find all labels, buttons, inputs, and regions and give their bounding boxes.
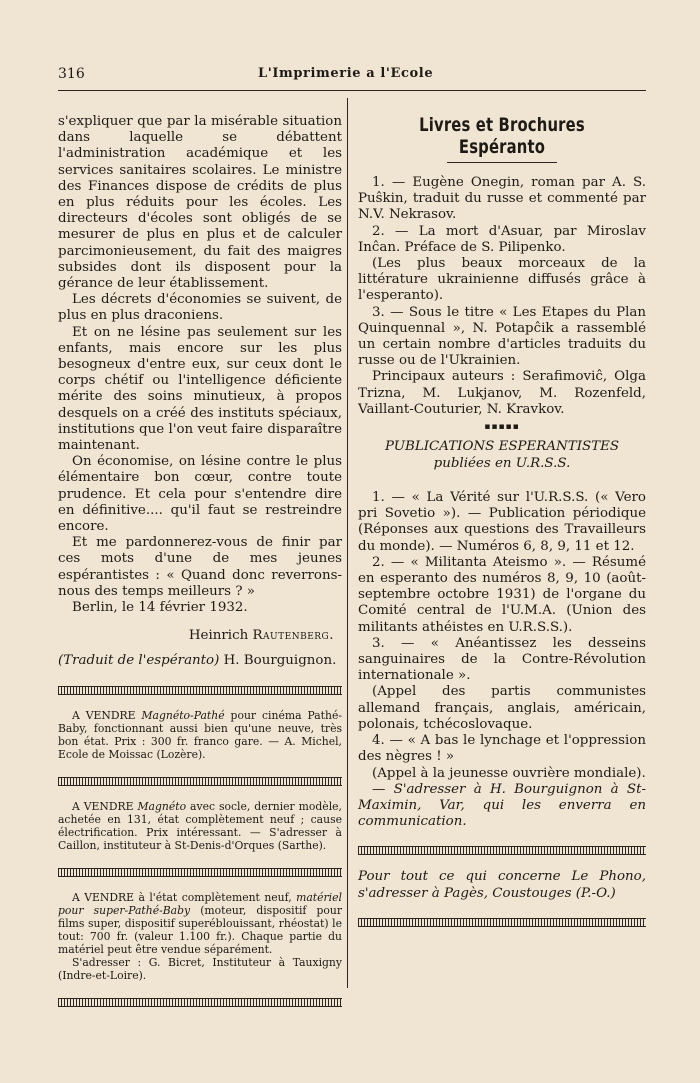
ornament-rule: [58, 998, 342, 1007]
article-paragraph: s'expliquer que par la misérable situation dans laquelle se débattent l'administration académique et les services sanitaires scolaires. Le ministre des Finances dispose de crédits de plus en plus réduits pour les écoles. Les directeurs d'écoles sont obligés de se mesurer de plus en plus et de calculer parcimonieusement, du fait des maigres subsides dont ils disposent pour la gérance de leur établissement.: [58, 114, 342, 292]
contact-note: — S'adresser à H. Bourguignon à St-Maximin, Var, qui les enverra en communication.: [358, 781, 646, 830]
ad-lead: A VENDRE: [72, 799, 134, 813]
title-underline: [447, 162, 557, 163]
classified-ad: [58, 891, 342, 956]
phono-note: Pour tout ce qui concerne Le Phono, s'adresser à Pagès, Coustouges (P.-O.): [358, 869, 646, 901]
publications-heading: PUBLICATIONS ESPERANTISTES: [384, 439, 620, 455]
ad-contact: S'adresser : G. Bicret, Instituteur à Tauxigny (Indre-et-Loire).: [58, 955, 342, 982]
ad-body: avec socle, dernier modèle, achetée en 131, état complètement neuf ; cause électrification. Prix intéressant. — S'adresser à Caillon, instituteur à St-Denis-d'Orques (Sarthe).: [58, 799, 342, 852]
page-number: 316: [58, 66, 85, 82]
book-entry: 1. — Eugène Onegin, roman par A. S. Puŝkin, traduit du russe et commenté par N.V. Nekrasov.: [358, 175, 646, 223]
article-dateline: Berlin, le 14 février 1932.: [72, 600, 248, 616]
book-entry: 3. — Sous le titre « Les Etapes du Plan Quinquennal », N. Potapĉik a rassemblé un certain nombre d'articles traduits du russe ou de l'Ukrainien.: [358, 304, 646, 369]
publication-entry: 4. — « A bas le lynchage et l'oppression des nègres ! »: [358, 733, 646, 765]
ornament-rule: [358, 918, 646, 927]
running-title: L'Imprimerie a l'Ecole: [258, 66, 434, 81]
header-rule: [58, 90, 646, 91]
ornament-rule: [58, 868, 342, 877]
article-paragraph: Et on ne lésine pas seulement sur les enfants, mais encore sur les plus besogneux d'entre eux, sur ceux dont le corps chétif ou l'intelligence déficiente mérite des soins minutieux, à propos desquels on a créé des instituts spéciaux, institutions que l'on veut faire disparaître maintenant.: [58, 324, 342, 454]
classified-ad: [58, 709, 342, 761]
publication-entry: 1. — « La Vérité sur l'U.R.S.S. (« Vero pri Sovetio »). — Publication périodique (Réponses aux questions des Travailleurs du monde). — Numéros 6, 8, 9, 11 et 12.: [358, 490, 646, 554]
ad-item: Magnéto: [137, 799, 187, 813]
left-column: [58, 114, 342, 1021]
ornament-rule: [58, 686, 342, 695]
ad-item: matériel pour super-Pathé-Baby: [58, 890, 342, 917]
translator-name: H. Bourguignon.: [223, 653, 337, 669]
publication-entry: 3. — « Anéantissez les desseins sanguinaires de la Contre-Révolution internationale ».: [358, 635, 646, 684]
classified-ad: [58, 800, 342, 852]
ad-body: pour cinéma Pathé-Baby, fonctionnant aussi bien qu'une neuve, très bon état. Prix : 300 fr. franco gare. — A. Michel, Ecole de Moissac (Lozère).: [58, 708, 342, 761]
ornament-rule: [58, 777, 342, 786]
ad-item: Magnéto-Pathé: [141, 708, 225, 722]
ad-body: (moteur, dispositif pour films super, dispositif superéblouissant, rhéostat) le tout: 700 fr. (valeur 1.100 fr.). Chaque partie du matériel peut être vendue séparément.: [58, 903, 343, 956]
article-paragraph: Les décrets d'économies se suivent, de plus en plus draconiens.: [58, 292, 342, 324]
ad-lead: A VENDRE à l'état complètement neuf,: [72, 890, 292, 904]
publications-subheading: publiées en U.R.S.S.: [433, 456, 571, 472]
page-header: [58, 66, 646, 86]
ornament-rule: [358, 846, 646, 855]
translation-label: (Traduit de l'espéranto): [58, 653, 220, 669]
book-entry: 2. — La mort d'Asuar, par Miroslav Inĉan. Préface de S. Pilipenko.: [358, 223, 646, 255]
publication-entry: (Appel des partis communistes allemand français, anglais, américain, polonais, tchécoslovaque.: [358, 684, 646, 732]
separator-ornament: ▪▪▪▪▪: [484, 422, 520, 433]
article-paragraph: Et me pardonnerez-vous de finir par ces mots d'une de mes jeunes espérantistes : « Quand donc reverrons-nous des temps meilleurs ? »: [58, 535, 342, 599]
section-title: Livres et Brochures Espéranto: [419, 114, 585, 158]
publication-entry: (Appel à la jeunesse ouvrière mondiale).: [372, 765, 646, 781]
article-paragraph: On économise, on lésine contre le plus élémentaire bon cœur, contre toute prudence. Et cela pour s'entendre dire en définitive.... qu'il faut se restreindre encore.: [58, 454, 342, 535]
publication-entry: 2. — « Militanta Ateismo ». — Résumé en esperanto des numéros 8, 9, 10 (août-septembre octobre 1931) de l'organe du Comité central de l'U.M.A. (Union des militants athéistes en U.R.S.S.).: [358, 554, 646, 635]
translation-credit: [58, 653, 342, 669]
right-column: [358, 114, 646, 941]
ad-lead: A VENDRE: [72, 708, 136, 722]
author-first-name: Heinrich: [188, 628, 249, 644]
author-surname: Rautenberg.: [252, 628, 334, 644]
author-signature: [58, 628, 342, 643]
column-divider: [347, 98, 348, 988]
book-entry: (Les plus beaux morceaux de la littérature ukrainienne diffusés grâce à l'esperanto).: [358, 256, 646, 304]
book-entry: Principaux auteurs : Serafimoviĉ, Olga Trizna, M. Lukjanov, M. Rozenfeld, Vaillant-Couturier, N. Kravkov.: [358, 369, 646, 417]
